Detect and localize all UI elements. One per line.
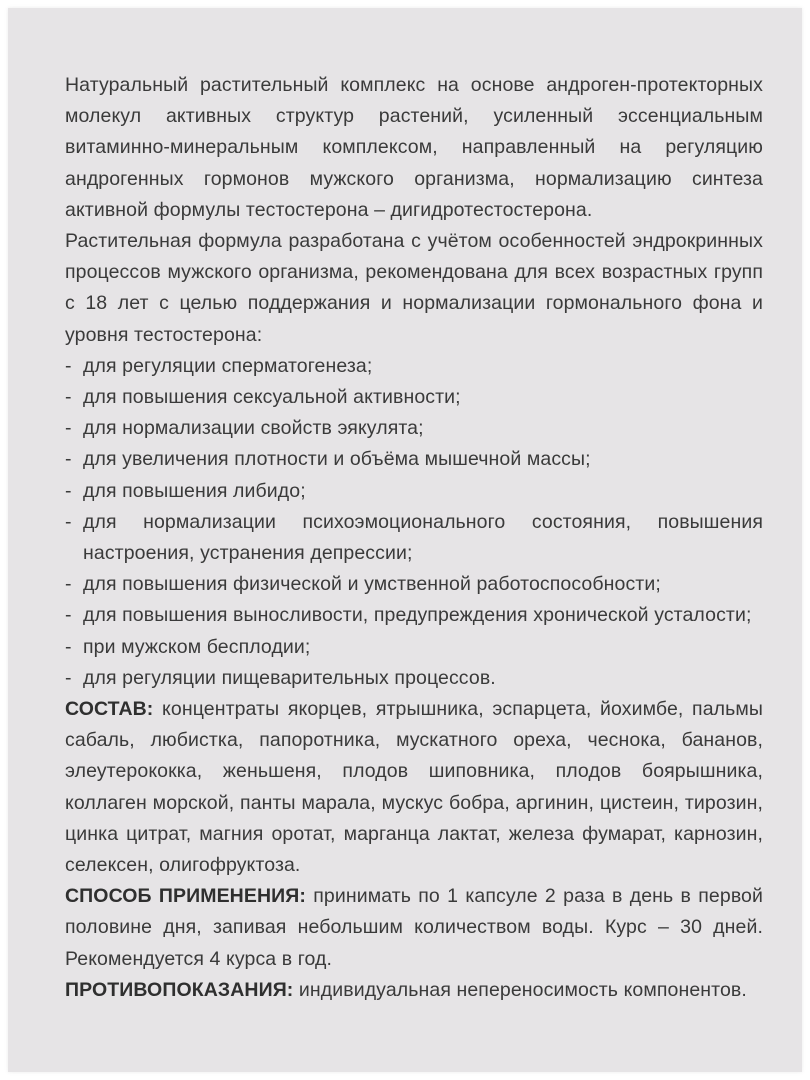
list-item xyxy=(65,476,763,507)
list-item xyxy=(65,382,763,413)
list-item-text: для регуляции пищеварительных процессов. xyxy=(83,666,496,689)
list-item-text: для нормализации свойств эякулята; xyxy=(83,417,424,440)
list-item xyxy=(65,507,763,569)
composition-label: СОСТАВ: xyxy=(65,698,154,721)
contraindications-label: ПРОТИВОПОКАЗАНИЯ: xyxy=(65,978,294,1001)
list-marker: - xyxy=(65,354,72,377)
usage-section xyxy=(65,881,763,975)
list-item xyxy=(65,569,763,600)
composition-text: концентраты якорцев, ятрышника, эспарцета, йохимбе, пальмы сабаль, любистка, папоротника, мускатного ореха, чеснока, бананов, элеутерококка, женьшеня, плодов шиповника, плодов боярышника, коллаген морской, панты марала, мускус бобра, аргинин, цистеин, тирозин, цинка цитрат, магния оротат, марганца лактат, железа фумарат, карнозин, селексен, олигофруктоза. xyxy=(65,698,763,877)
list-marker: - xyxy=(65,448,72,471)
list-item-text: при мужском бесплодии; xyxy=(83,635,311,658)
list-item-text: для повышения выносливости, предупреждения хронической усталости; xyxy=(83,604,752,627)
list-item xyxy=(65,444,763,475)
list-item xyxy=(65,351,763,382)
list-item xyxy=(65,632,763,663)
list-marker: - xyxy=(65,573,72,596)
list-item-text: для повышения физической и умственной работоспособности; xyxy=(83,573,661,596)
product-leaflet xyxy=(8,8,802,1072)
contraindications-section xyxy=(65,975,763,1006)
list-marker: - xyxy=(65,479,72,502)
list-item xyxy=(65,600,763,631)
list-item xyxy=(65,413,763,444)
list-item-text: для повышения сексуальной активности; xyxy=(83,386,461,409)
list-item-text: для регуляции сперматогенеза; xyxy=(83,354,373,377)
list-item-text: для нормализации психоэмоционального состояния, повышения настроения, устранения депрессии; xyxy=(83,510,763,565)
list-item xyxy=(65,663,763,694)
contraindications-text: индивидуальная непереносимость компонентов. xyxy=(293,978,747,1001)
list-marker: - xyxy=(65,417,72,440)
purpose-list xyxy=(65,351,763,694)
intro-paragraph: Натуральный растительный комплекс на основе андроген-протекторных молекул активных структур растений, усиленный эссенциальным витаминно-минеральным комплексом, направленный на регуляцию андрогенных гормонов мужского организма, нормализацию синтеза активной формулы тестостерона – дигидротестостерона. xyxy=(65,74,763,221)
list-marker: - xyxy=(65,666,72,689)
list-item-text: для увеличения плотности и объёма мышечной массы; xyxy=(83,448,591,471)
formula-paragraph: Растительная формула разработана с учётом особенностей эндрокринных процессов мужского организма, рекомендована для всех возрастных групп с 18 лет с целью поддержания и нормализации гормонального фона и уровня тестостерона: xyxy=(65,230,763,346)
list-marker: - xyxy=(65,386,72,409)
usage-text: принимать по 1 капсуле 2 раза в день в первой половине дня, запивая небольшим количеством воды. Курс – 30 дней. Рекомендуется 4 курса в год. xyxy=(65,885,763,970)
list-item-text: для повышения либидо; xyxy=(83,479,306,502)
list-marker: - xyxy=(65,635,72,658)
composition-section xyxy=(65,694,763,881)
leaflet-text xyxy=(65,70,763,1006)
list-marker: - xyxy=(65,604,72,627)
usage-label: СПОСОБ ПРИМЕНЕНИЯ: xyxy=(65,885,306,908)
list-marker: - xyxy=(65,510,72,533)
